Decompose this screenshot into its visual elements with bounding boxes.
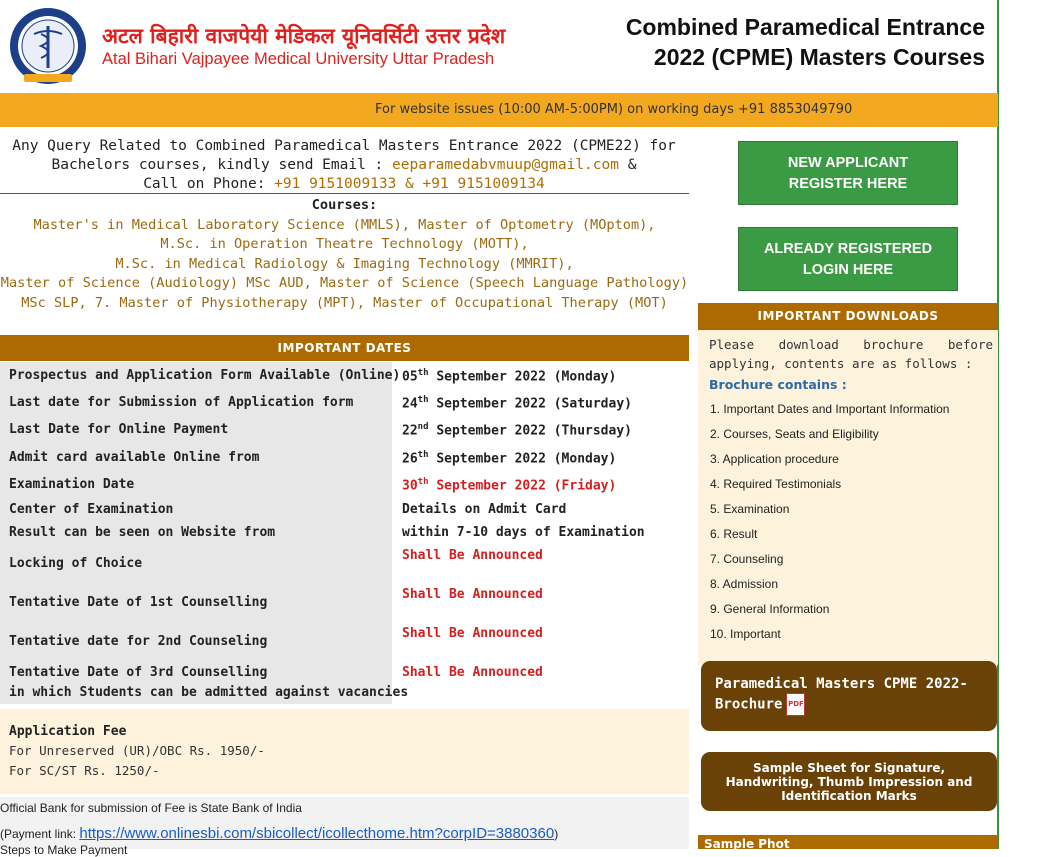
brochure-item: 7. Counseling [710, 552, 784, 566]
course-line: M.Sc. in Medical Radiology & Imaging Technology (MMRIT), [115, 255, 574, 272]
date-value: within 7-10 days of Examination [402, 525, 645, 540]
date-label: Tentative Date of 1st Counselling [9, 595, 268, 610]
query-line3 [4, 175, 684, 194]
date-day: 05 [402, 369, 418, 385]
important-dates-heading: IMPORTANT DATES [0, 335, 689, 361]
query-line2-prefix: Bachelors courses, kindly send Email : [51, 157, 392, 173]
brochure-item: 2. Courses, Seats and Eligibility [710, 427, 879, 441]
payment-link[interactable]: https://www.onlinesbi.com/sbicollect/icollecthome.htm?corpID=3880360 [79, 825, 555, 842]
date-value: Shall Be Announced [402, 548, 543, 563]
register-button-line2: REGISTER HERE [788, 176, 908, 192]
date-value: Details on Admit Card [402, 502, 567, 517]
date-label: Locking of Choice [9, 556, 143, 571]
pdf-icon-label: PDF [788, 700, 804, 708]
date-label: Last Date for Online Payment [9, 422, 229, 437]
date-day: 22 [402, 423, 418, 439]
date-rest: September 2022 (Friday) [428, 478, 617, 494]
exam-title [565, 12, 985, 72]
date-rest: September 2022 (Saturday) [428, 396, 632, 412]
date-value [402, 450, 616, 466]
brochure-item: 6. Result [710, 527, 758, 541]
payment-link-row [0, 825, 558, 842]
fee-title: Application Fee [9, 724, 127, 739]
login-button-line1: ALREADY REGISTERED [763, 241, 933, 257]
contact-phones: +91 9151009133 & +91 9151009134 [274, 176, 545, 192]
already-registered-login-button[interactable] [738, 227, 958, 291]
brochure-item: 8. Admission [710, 577, 779, 591]
date-suffix: th [417, 477, 429, 487]
date-suffix: th [417, 368, 429, 378]
brochure-item: 1. Important Dates and Important Information [710, 402, 950, 416]
course-line: MSc SLP, 7. Master of Physiotherapy (MPT), Master of Occupational Therapy (MOT) [21, 294, 668, 311]
brochure-item: 10. Important [710, 627, 781, 641]
query-line2-suffix: & [618, 157, 637, 173]
date-value: Shall Be Announced [402, 626, 543, 641]
date-label: Result can be seen on Website from [9, 525, 276, 540]
brochure-contains-label: Brochure contains : [709, 377, 847, 392]
pdf-file-icon [786, 693, 805, 716]
fee-ur-obc: For Unreserved (UR)/OBC Rs. 1950/- [9, 743, 265, 758]
date-day: 30 [402, 478, 418, 494]
brochure-download-button[interactable] [701, 661, 997, 731]
brochure-item: 5. Examination [710, 502, 790, 516]
date-value [402, 368, 616, 384]
courses-list [0, 196, 689, 313]
date-day: 26 [402, 451, 418, 467]
date-value: Shall Be Announced [402, 665, 543, 680]
payment-steps-text: Steps to Make Payment [0, 843, 128, 857]
important-downloads-heading: IMPORTANT DOWNLOADS [698, 303, 998, 330]
course-line: M.Sc. in Operation Theatre Technology (MOTT), [160, 236, 529, 252]
date-suffix: nd [417, 422, 429, 432]
sample-sheet-button[interactable]: Sample Sheet for Signature, Handwriting, Thumb Impression and Identification Marks [701, 752, 997, 811]
date-value: Shall Be Announced [402, 587, 543, 602]
university-name-hindi: अटल बिहारी वाजपेयी मेडिकल यूनिवर्सिटी उत्तर प्रदेश [102, 24, 506, 48]
query-notice [4, 137, 684, 194]
university-name-english: Atal Bihari Vajpayee Medical University Uttar Pradesh [102, 50, 495, 68]
date-label: Admit card available Online from [9, 450, 260, 465]
register-button-line1: NEW APPLICANT [787, 155, 909, 171]
date-value [402, 395, 632, 411]
brochure-item: 3. Application procedure [710, 452, 839, 466]
date-label: Examination Date [9, 477, 135, 492]
date-value [402, 422, 632, 438]
brochure-button-label: Paramedical Masters CPME 2022-Brochure [715, 676, 968, 713]
exam-title-line1: Combined Paramedical Entrance [625, 14, 985, 40]
login-button-line2: LOGIN HERE [802, 262, 894, 278]
payment-label: (Payment link: [0, 827, 80, 841]
date-suffix: th [417, 395, 429, 405]
date-label: Last date for Submission of Application form [9, 395, 354, 410]
query-line2 [4, 156, 684, 175]
date-rest: September 2022 (Monday) [428, 369, 617, 385]
new-applicant-register-button[interactable] [738, 141, 958, 205]
date-label: Tentative date for 2nd Counseling [9, 634, 268, 649]
university-seal-icon [8, 4, 88, 88]
divider [0, 193, 689, 194]
date-suffix: th [417, 450, 429, 460]
exam-title-line2: 2022 (CPME) Masters Courses [653, 44, 985, 70]
sample-photo-heading: Sample Phot [704, 837, 790, 851]
date-rest: September 2022 (Thursday) [428, 423, 632, 439]
exam-date-value [402, 477, 616, 493]
date-label: Prospectus and Application Form Available (Online) [9, 368, 401, 383]
bank-info: Official Bank for submission of Fee is State Bank of India [0, 801, 302, 815]
date-label: Tentative Date of 3rd Counselling [9, 665, 268, 680]
date-day: 24 [402, 396, 418, 412]
date-label: Center of Examination [9, 502, 174, 517]
fee-sc-st: For SC/ST Rs. 1250/- [9, 763, 160, 778]
courses-heading: Courses: [311, 197, 378, 213]
contact-email-link[interactable]: eeparamedabvmuup@gmail.com [392, 157, 619, 173]
course-line: Master of Science (Audiology) MSc AUD, Master of Science (Speech Language Pathology) [0, 275, 689, 291]
brochure-item: 4. Required Testimonials [710, 477, 842, 491]
query-line1: Any Query Related to Combined Paramedical Masters Entrance 2022 (CPME22) for [12, 138, 676, 154]
date-rest: September 2022 (Monday) [428, 451, 617, 467]
query-line3-prefix: Call on Phone: [143, 176, 275, 192]
payment-suffix: ) [554, 827, 559, 841]
brochure-item: 9. General Information [710, 602, 830, 616]
date-label-sub: in which Students can be admitted against vacancies [9, 685, 409, 700]
website-issues-text: For website issues (10:00 AM-5:00PM) on working days +91 8853049790 [375, 102, 853, 117]
downloads-intro: Please download brochure before applying, contents are as follows : [709, 337, 993, 371]
course-line: Master's in Medical Laboratory Science (MMLS), Master of Optometry (MOptom), [33, 216, 656, 233]
